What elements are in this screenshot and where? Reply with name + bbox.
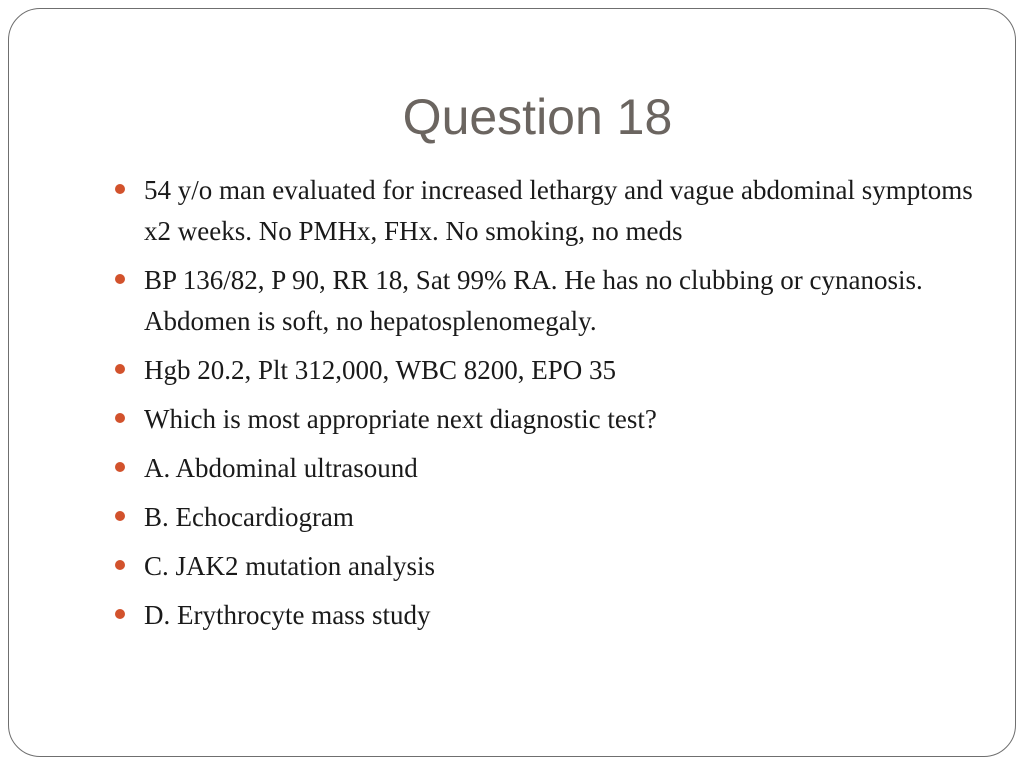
bullet-item-option-b (113, 497, 973, 538)
bullet-text: D. Erythrocyte mass study (144, 600, 431, 630)
bullet-item-history (113, 170, 973, 252)
bullet-item-labs (113, 350, 973, 391)
bullet-item-option-d (113, 595, 973, 636)
bullet-item-question (113, 399, 973, 440)
bullet-dot-icon (115, 511, 125, 521)
bullet-dot-icon (115, 364, 125, 374)
bullet-dot-icon (115, 274, 125, 284)
bullet-text: BP 136/82, P 90, RR 18, Sat 99% RA. He has no clubbing or cynanosis. Abdomen is soft, no hepatosplenomegaly. (144, 265, 923, 336)
slide-title: Question 18 (402, 89, 673, 145)
bullet-item-option-a (113, 448, 973, 489)
bullet-text: B. Echocardiogram (144, 502, 354, 532)
bullet-item-vitals (113, 260, 973, 342)
bullet-dot-icon (115, 609, 125, 619)
bullet-text: C. JAK2 mutation analysis (144, 551, 435, 581)
bullet-list (113, 170, 973, 644)
bullet-dot-icon (115, 413, 125, 423)
bullet-dot-icon (115, 560, 125, 570)
bullet-text: Hgb 20.2, Plt 312,000, WBC 8200, EPO 35 (144, 355, 617, 385)
bullet-text: 54 y/o man evaluated for increased lethargy and vague abdominal symptoms x2 weeks. No PMHx, FHx. No smoking, no meds (144, 175, 973, 246)
bullet-text: Which is most appropriate next diagnostic test? (144, 404, 657, 434)
bullet-item-option-c (113, 546, 973, 587)
bullet-dot-icon (115, 184, 125, 194)
bullet-text: A. Abdominal ultrasound (144, 453, 418, 483)
bullet-dot-icon (115, 462, 125, 472)
